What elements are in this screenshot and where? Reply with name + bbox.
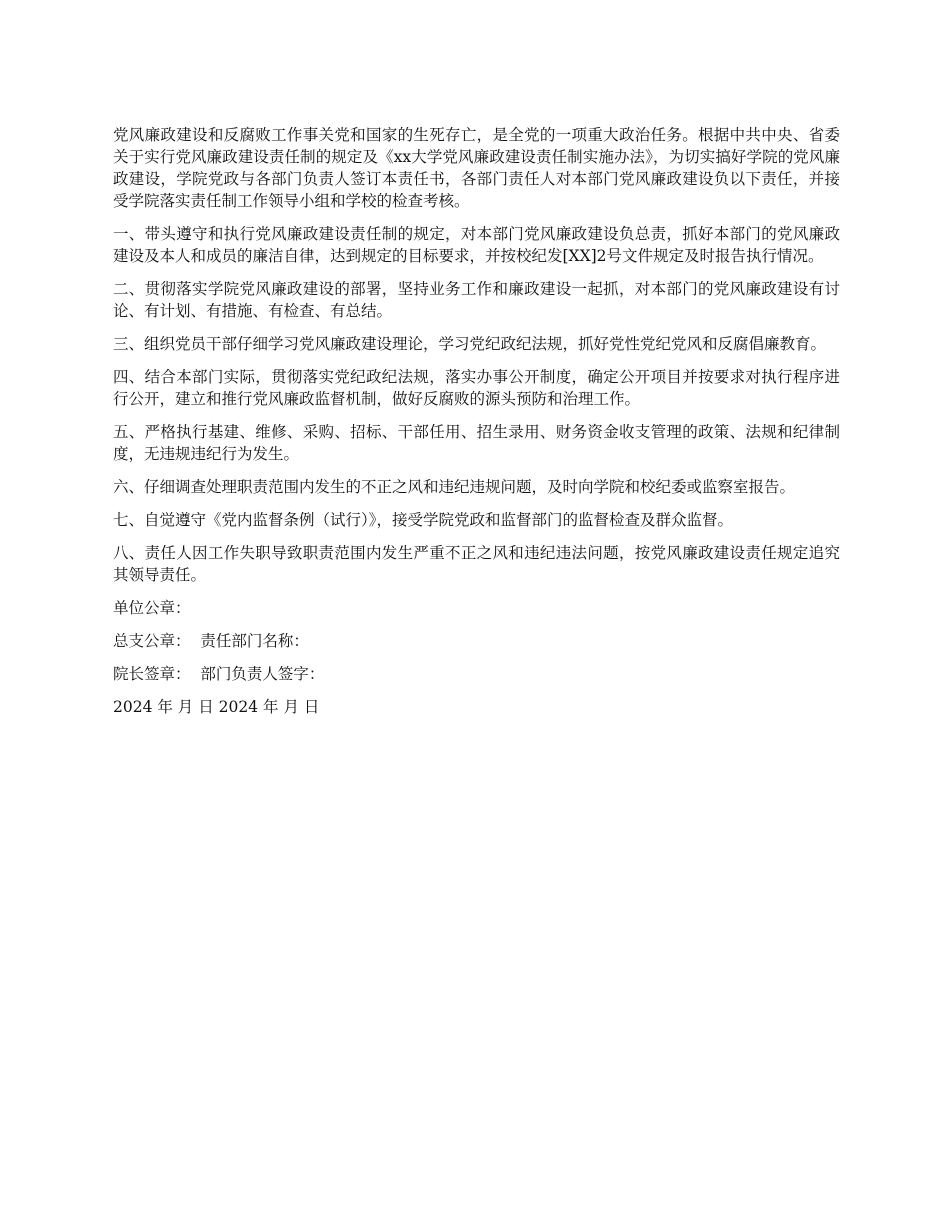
document-page xyxy=(113,124,840,729)
clause-2: 二、贯彻落实学院党风廉政建设的部署，坚持业务工作和廉政建设一起抓，对本部门的党风廉政建设有讨论、有计划、有措施、有检查、有总结。 xyxy=(113,280,840,320)
unit-seal-line: 单位公章： xyxy=(113,599,191,617)
dean-signature-line: 院长签章： 部门负责人签字： xyxy=(113,665,325,683)
clause-7: 七、自觉遵守《党内监督条例（试行）》，接受学院党政和监督部门的监督检查及群众监督。 xyxy=(113,511,734,529)
date-line: 2024 年 月 日 2024 年 月 日 xyxy=(113,698,320,716)
clause-6: 六、仔细调查处理职责范围内发生的不正之风和违纪违规问题，及时向学院和校纪委或监察室报告。 xyxy=(113,478,796,496)
clause-4: 四、结合本部门实际，贯彻落实党纪政纪法规，落实办事公开制度，确定公开项目并按要求对执行程序进行公开，建立和推行党风廉政监督机制，做好反腐败的源头预防和治理工作。 xyxy=(113,368,840,408)
clause-8: 八、责任人因工作失职导致职责范围内发生严重不正之风和违纪违法问题，按党风廉政建设责任规定追究其领导责任。 xyxy=(113,544,840,584)
branch-seal-line: 总支公章： 责任部门名称： xyxy=(113,632,309,650)
clause-1: 一、带头遵守和执行党风廉政建设责任制的规定，对本部门党风廉政建设负总责，抓好本部门的党风廉政建设及本人和成员的廉洁自律，达到规定的目标要求，并按校纪发[XX]2号文件规定及时报告执行情况。 xyxy=(113,225,840,265)
intro-paragraph: 党风廉政建设和反腐败工作事关党和国家的生死存亡，是全党的一项重大政治任务。根据中共中央、省委关于实行党风廉政建设责任制的规定及《xx大学党风廉政建设责任制实施办法》，为切实搞好学院的党风廉政建设，学院党政与各部门负责人签订本责任书，各部门责任人对本部门党风廉政建设负以下责任，并接受学院落实责任制工作领导小组和学校的检查考核。 xyxy=(113,126,840,210)
clause-5: 五、严格执行基建、维修、采购、招标、干部任用、招生录用、财务资金收支管理的政策、法规和纪律制度，无违规违纪行为发生。 xyxy=(113,423,840,463)
clause-3: 三、组织党员干部仔细学习党风廉政建设理论，学习党纪政纪法规，抓好党性党纪党风和反腐倡廉教育。 xyxy=(113,335,827,353)
